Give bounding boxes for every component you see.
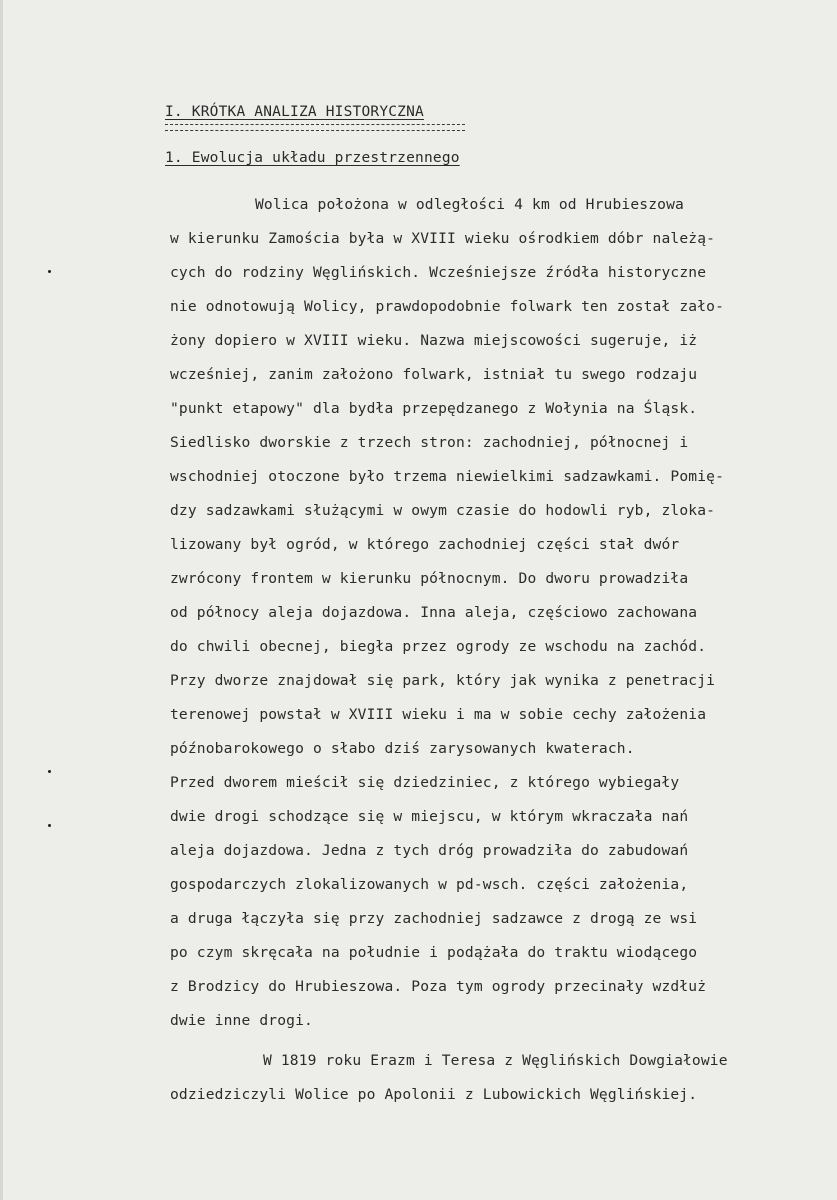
text-line: aleja dojazdowa. Jedna z tych dróg prowadziła do zabudowań xyxy=(170,842,689,859)
text-line: Wolica położona w odległości 4 km od Hrubieszowa xyxy=(255,196,684,213)
section-heading-text: I. KRÓTKA ANALIZA HISTORYCZNA xyxy=(165,104,424,120)
text-line: od północy aleja dojazdowa. Inna aleja, częściowo zachowana xyxy=(170,604,698,621)
text-line: "punkt etapowy" dla bydła przepędzanego z Wołynia na Śląsk. xyxy=(170,400,698,417)
text-line: wschodniej otoczone było trzema niewielkimi sadzawkami. Pomię- xyxy=(170,468,725,485)
text-line: lizowany był ogród, w którego zachodniej części stał dwór xyxy=(170,536,680,553)
subsection-heading xyxy=(165,150,460,166)
text-line: dwie inne drogi. xyxy=(170,1012,313,1029)
subsection-heading-text: 1. Ewolucja układu przestrzennego xyxy=(165,150,460,166)
binding-hole-mark xyxy=(48,270,51,273)
text-line: do chwili obecnej, biegła przez ogrody ze wschodu na zachód. xyxy=(170,638,707,655)
text-line: Przed dworem mieścił się dziedziniec, z którego wybiegały xyxy=(170,774,680,791)
text-line: W 1819 roku Erazm i Teresa z Węglińskich Dowgiałowie xyxy=(263,1052,728,1069)
text-line: Siedlisko dworskie z trzech stron: zachodniej, północnej i xyxy=(170,434,689,451)
text-line: cych do rodziny Węglińskich. Wcześniejsze źródła historyczne xyxy=(170,264,707,281)
binding-hole-mark xyxy=(48,824,51,827)
double-underline-rule xyxy=(165,124,465,131)
binding-hole-mark xyxy=(48,770,51,773)
text-line: w kierunku Zamościa była w XVIII wieku ośrodkiem dóbr należą- xyxy=(170,230,716,247)
text-line: dwie drogi schodzące się w miejscu, w którym wkraczała nań xyxy=(170,808,689,825)
text-line: późnobarokowego o słabo dziś zarysowanych kwaterach. xyxy=(170,740,635,757)
text-line: wcześniej, zanim założono folwark, istniał tu swego rodzaju xyxy=(170,366,698,383)
text-line: odziedziczyli Wolice po Apolonii z Lubowickich Węglińskiej. xyxy=(170,1086,698,1103)
text-line: a druga łączyła się przy zachodniej sadzawce z drogą ze wsi xyxy=(170,910,698,927)
text-line: gospodarczych zlokalizowanych w pd-wsch. części założenia, xyxy=(170,876,689,893)
text-line: z Brodzicy do Hrubieszowa. Poza tym ogrody przecinały wzdłuż xyxy=(170,978,707,995)
page-edge-shadow xyxy=(0,0,3,1200)
text-line: zwrócony frontem w kierunku północnym. Do dworu prowadziła xyxy=(170,570,689,587)
section-heading xyxy=(165,104,424,120)
text-line: żony dopiero w XVIII wieku. Nazwa miejscowości sugeruje, iż xyxy=(170,332,698,349)
text-line: dzy sadzawkami służącymi w owym czasie do hodowli ryb, zloka- xyxy=(170,502,716,519)
text-line: Przy dworze znajdował się park, który jak wynika z penetracji xyxy=(170,672,716,689)
text-line: po czym skręcała na południe i podążała do traktu wiodącego xyxy=(170,944,698,961)
text-line: terenowej powstał w XVIII wieku i ma w sobie cechy założenia xyxy=(170,706,707,723)
text-line: nie odnotowują Wolicy, prawdopodobnie folwark ten został zało- xyxy=(170,298,725,315)
